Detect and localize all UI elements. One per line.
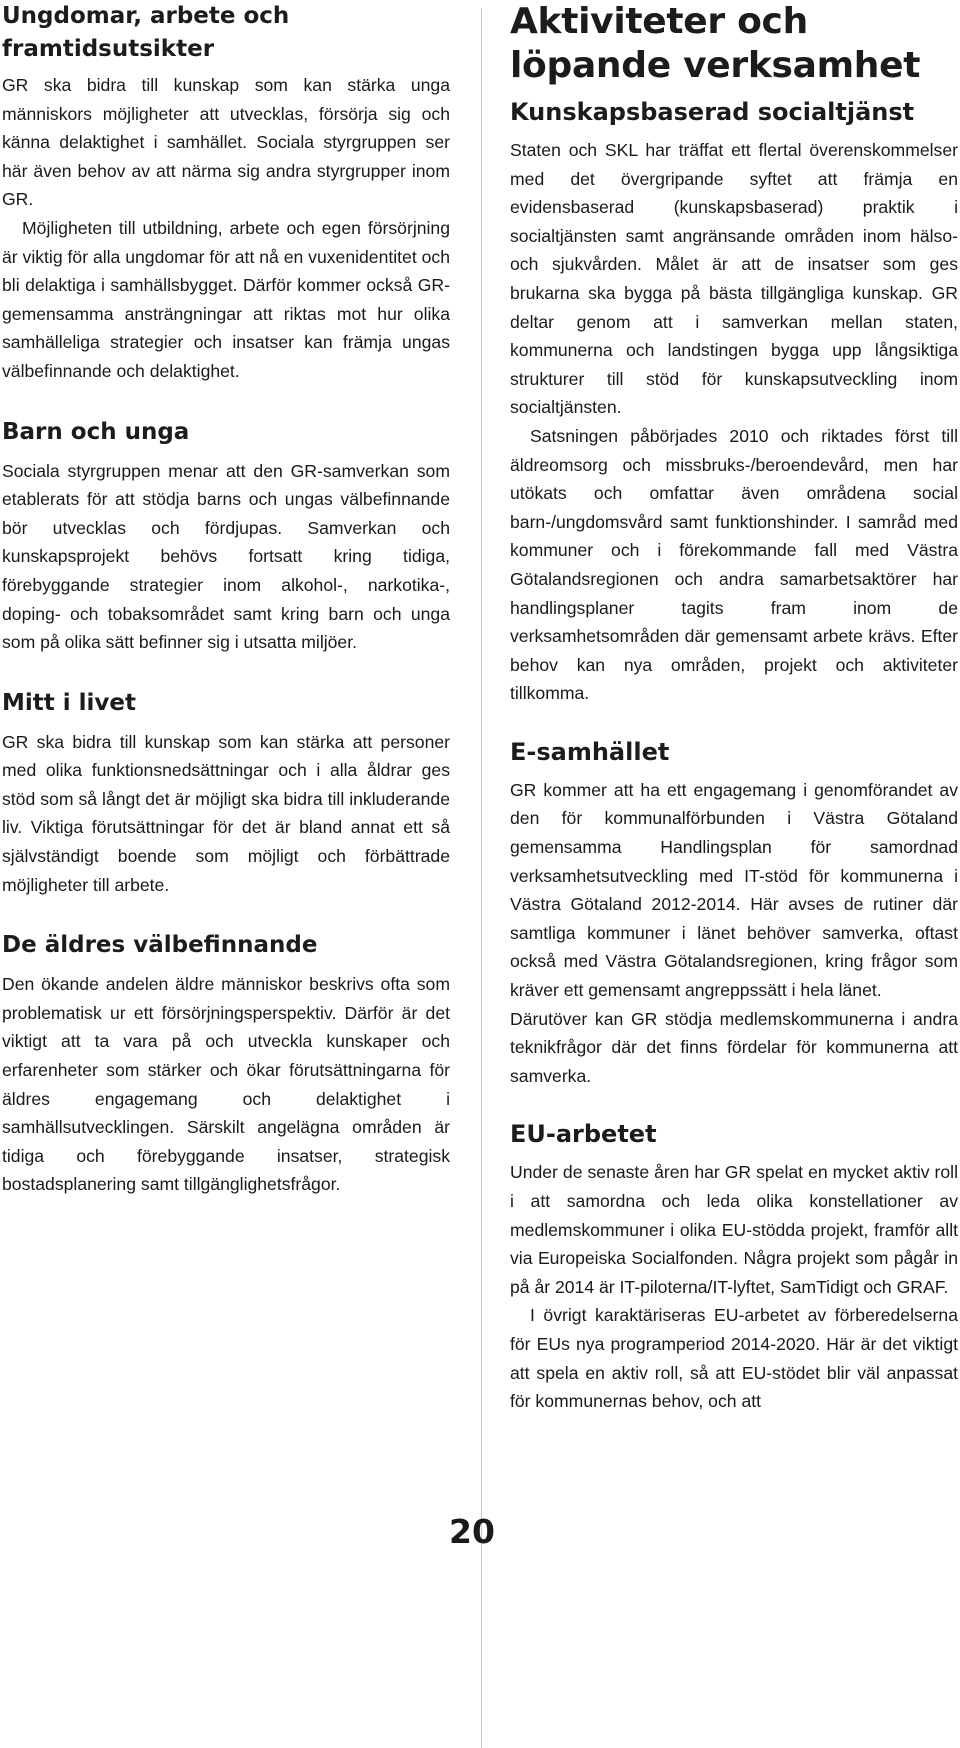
heading-ungdomar: Ungdomar, arbete och framtidsutsikter xyxy=(2,3,290,62)
heading-kunskapsbaserad-socialtjanst: Kunskapsbaserad socialtjänst xyxy=(510,98,915,126)
left-column xyxy=(2,0,450,1199)
paragraph-aldres-valbefinnande: Den ökande andelen äldre människor beskrivs ofta som problematisk ur ett försörjningsperspektiv. Därför är det viktigt att ta vara på och utveckla kunskaper och erfarenheter som stärker och ökar förutsättningarna för äldres engagemang och delaktighet i samhällsutvecklingen. Särskilt angelägna områden är tidiga och förebyggande insatser, strategisk bostadsplanering samt tillgänglighetsfrågor. xyxy=(2,974,450,1195)
right-column xyxy=(510,0,958,1416)
paragraph-e-samhallet-2: Därutöver kan GR stödja medlemskommunerna i andra teknikfrågor där det finns fördelar för kommunerna att samverka. xyxy=(510,1008,958,1086)
column-divider xyxy=(481,8,482,1748)
heading-eu-arbetet: EU-arbetet xyxy=(510,1120,657,1149)
paragraph-eu-arbetet-2: I övrigt karaktäriseras EU-arbetet av förberedelserna för EUs nya programperiod 2014-2020. Här är det viktigt att spela en aktiv roll, så att EU-stödet blir väl anpassat för kommunernas behov, och att xyxy=(510,1305,958,1412)
heading-e-samhallet: E-samhället xyxy=(510,737,670,766)
paragraph-barn-och-unga: Sociala styrgruppen menar att den GR-samverkan som etablerats för att stödja barns och ungas välbefinnande bör utvecklas och fördjupas. Samverkan och kunskapsprojekt behövs fortsatt kring tidiga, förebyggande strategier inom alkohol-, narkotika-, doping- och tobaksområdet samt kring barn och unga som på olika sätt befinner sig i utsatta miljöer. xyxy=(2,460,450,653)
paragraph-mitt-i-livet: GR ska bidra till kunskap som kan stärka att personer med olika funktionsnedsättningar och i alla åldrar ges stöd som så långt det är möjligt ska bidra till inkluderande liv. Viktiga förutsättningar för det är bland annat ett så självständigt boende som möjligt och förbättrade möjligheter till arbete. xyxy=(2,731,450,895)
section-title: Aktiviteter och löpande verksamhet xyxy=(510,1,921,86)
paragraph-kunskapsbaserad-2: Satsningen påbörjades 2010 och riktades först till äldreomsorg och missbruks-/beroendevård, men har utökats och omfattar även områdena social barn-/ungdomsvård samt funktionshinder. I samråd med kommuner och i förekommande fall med Västra Götalandsregionen och andra samarbetsaktörer har handlingsplaner tagits fram inom de verksamhetsområden där gemensamt arbete krävs. Efter behov kan nya områden, projekt och aktiviteter tillkomma. xyxy=(510,425,958,704)
heading-barn-och-unga: Barn och unga xyxy=(2,418,190,445)
paragraph-e-samhallet-1: GR kommer att ha ett engagemang i genomförandet av den för kommunalförbunden i Västra Götaland gemensamma Handlingsplan för samordnad verksamhetsutveckling med IT-stöd för kommunerna i Västra Götaland 2012-2014. Här avses de rutiner där samtliga kommuner i länet behöver samverka, oftast också med Västra Götalandsregionen, kring frågor som kräver ett gemensamt angreppssätt i hela länet. xyxy=(510,779,958,1001)
heading-aldres-valbefinnande: De äldres välbefinnande xyxy=(2,932,318,959)
paragraph-ungdomar-1: GR ska bidra till kunskap som kan stärka unga människors möjligheter att utvecklas, försörja sig och känna delaktighet i samhället. Sociala styrgruppen ser här även behov av att närma sig andra styrgrupper inom GR. xyxy=(2,75,450,210)
paragraph-kunskapsbaserad-1: Staten och SKL har träffat ett flertal överenskommelser med det övergripande syftet att främja en evidensbaserad (kunskapsbaserad) praktik i socialtjänsten samt angränsande områden inom hälso- och sjukvården. Målet är att de insatser som ges brukarna ska bygga på bästa tillgängliga kunskap. GR deltar genom att i samverkan mellan staten, kommunerna och landstingen bygga upp långsiktiga strukturer till stöd för kunskapsutveckling inom socialtjänsten. xyxy=(510,140,958,418)
paragraph-eu-arbetet-1: Under de senaste åren har GR spelat en mycket aktiv roll i att samordna och leda olika konstellationer av medlemskommuner i olika EU-stödda projekt, framför allt via Europeiska Socialfonden. Några projekt som pågår in på år 2014 är IT-piloterna/IT-lyftet, SamTidigt och GRAF. xyxy=(510,1162,958,1297)
paragraph-ungdomar-2: Möjligheten till utbildning, arbete och egen försörjning är viktig för alla ungdomar för att nå en vuxenidentitet och bli delaktiga i samhällsbygget. Därför kommer också GR-gemensamma ansträngningar att riktas mot hur olika samhälleliga strategier och insatser kan främja ungas välbefinnande och delaktighet. xyxy=(2,217,450,381)
heading-mitt-i-livet: Mitt i livet xyxy=(2,689,137,716)
page-number: 20 xyxy=(449,1512,495,1551)
